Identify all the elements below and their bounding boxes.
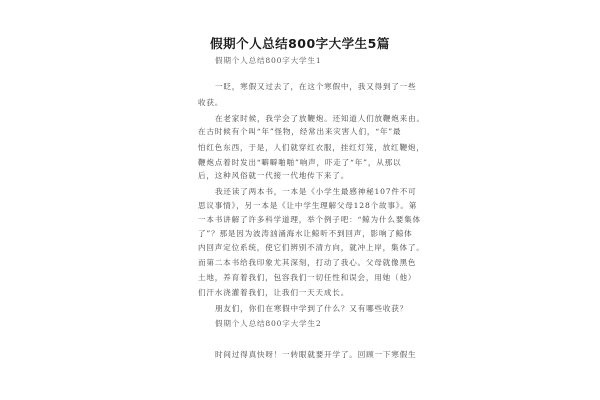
paragraph-line: 朋友们，你们在寒假中学到了什么？又有哪些收获？ [215, 304, 409, 313]
paragraph-line: 收获。 [198, 98, 224, 107]
paragraph-line: 在古时候有个叫“年”怪物，经常出来灾害人们，“年”最 [198, 127, 402, 136]
paragraph-line: 了”？那是因为波涛汹涌海水让鲸听不到回声，影响了鲸体 [198, 229, 413, 238]
paragraph-line: 时间过得真快呀！一转眼就要开学了。回顾一下寒假生 [215, 350, 417, 359]
paragraph-line: 一眨，寒假又过去了，在这个寒假中，我又得到了一些 [215, 82, 417, 91]
paragraph-line: 我还读了两本书，一本是《小学生最感神秘107件不可 [215, 187, 417, 196]
paragraph-line: 一本书讲解了许多科学道理，举个例子吧：“鲸为什么要集体 [198, 215, 421, 224]
paragraph-line: 土地，养育着我们，包容我们一切任性和误会，用她（他） [198, 273, 417, 282]
section-heading-1: 假期个人总结800字大学生1 [215, 56, 322, 65]
paragraph-line: 后，这种风俗就一代接一代地传下来了。 [198, 171, 350, 180]
paragraph-line: 而第二本书给我印象尤其深刻，打动了我心。父母就像黑色 [198, 258, 417, 267]
paragraph-line: 鞭炮点着时发出“噼噼啪啪”响声，吓走了“年”，从那以 [198, 158, 402, 167]
paragraph-line: 怕红色东西，于是，人们就穿红衣服，挂红灯笼，放红鞭炮， [198, 143, 425, 152]
paragraph-line: 们汗水浇灌着我们，让我们一天天成长。 [198, 288, 350, 297]
section-heading-2: 假期个人总结800字大学生2 [215, 319, 322, 328]
document-title: 假期个人总结800字大学生5篇 [210, 36, 390, 51]
paragraph-line: 内回声定位系统，使它们辨别不清方向，就冲上岸，集体了。 [198, 243, 425, 252]
paragraph-line: 在老家时候，我学会了放鞭炮。还知道人们放鞭炮来由。 [215, 114, 425, 123]
paragraph-line: 思议事情》，另一本是《让中学生理解父母128个故事》。第 [198, 201, 418, 210]
